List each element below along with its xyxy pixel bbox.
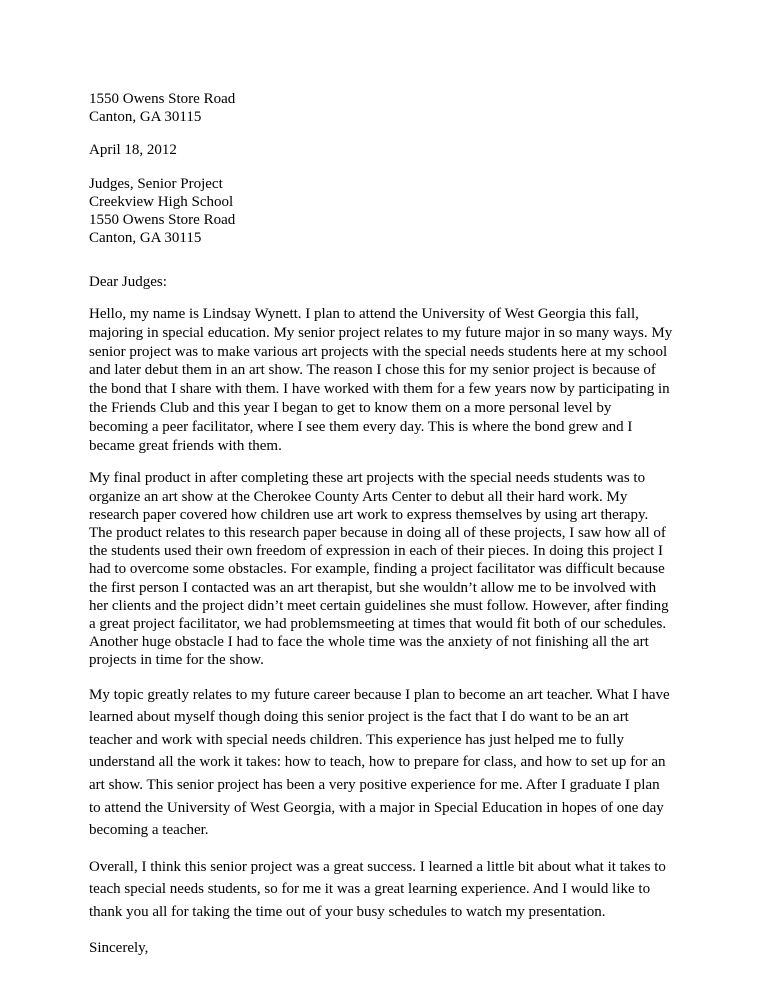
paragraph-line: majoring in special education. My senior project relates to my future major in so many ways. My (89, 324, 673, 341)
salutation-text: Dear Judges: (89, 274, 167, 290)
paragraph-final-product (89, 469, 689, 669)
paragraph-introduction (89, 305, 689, 455)
letter-date (89, 141, 689, 159)
paragraph-line: organize an art show at the Cherokee County Arts Center to debut all their hard work. My (89, 488, 628, 505)
paragraph-line: My topic greatly relates to my future career because I plan to become an art teacher. What I have (89, 686, 670, 703)
closing-text: Sincerely, (89, 939, 149, 956)
paragraph-line: her clients and the project didn’t meet certain guidelines she must follow. However, after finding (89, 597, 669, 614)
paragraph-line: a great project facilitator, we had problemsmeeting at times that would fit both of our schedules. (89, 616, 667, 632)
paragraph-conclusion (89, 856, 689, 924)
sender-city: Canton, GA 30115 (89, 109, 202, 125)
paragraph-line: understand all the work it takes: how to teach, how to prepare for class, and how to set up for an (89, 754, 666, 771)
letter-body (89, 90, 689, 957)
paragraph-line: the Friends Club and this year I began to get to know them on a more personal level by (89, 399, 612, 416)
sender-street: 1550 Owens Store Road (89, 91, 236, 107)
paragraph-line: Hello, my name is Lindsay Wynett. I plan to attend the University of West Georgia this fall, (89, 306, 639, 322)
paragraph-line: the first person I contacted was an art therapist, but she wouldn’t allow me to be involved with (89, 579, 657, 596)
paragraph-line: had to overcome some obstacles. For example, finding a project facilitator was difficult because (89, 561, 665, 578)
paragraph-line: became great friends with them. (89, 437, 282, 454)
paragraph-line: the students used their own freedom of expression in each of their pieces. In doing this project I (89, 543, 664, 560)
recipient-line: Judges, Senior Project (89, 176, 223, 192)
paragraph-line: becoming a peer facilitator, where I see them every day. This is where the bond grew and I (89, 418, 633, 435)
paragraph-line: the bond that I share with them. I have worked with them for a few years now by participating in (89, 381, 670, 398)
date-text: April 18, 2012 (89, 142, 177, 158)
paragraph-line: teacher and work with special needs children. This experience has just helped me to fully (89, 731, 624, 748)
salutation (89, 273, 689, 291)
closing (89, 939, 689, 957)
paragraph-line: Overall, I think this senior project was a great success. I learned a little bit about what it takes to (89, 858, 666, 875)
paragraph-line: learned about myself though doing this senior project is the fact that I do want to be an art (89, 709, 629, 726)
paragraph-career (89, 684, 689, 842)
paragraph-line: to attend the University of West Georgia, with a major in Special Education in hopes of one day (89, 799, 664, 816)
paragraph-line: art show. This senior project has been a very positive experience for me. After I graduate I plan (89, 776, 660, 793)
paragraph-line: becoming a teacher. (89, 822, 209, 839)
paragraph-line: senior project was to make various art projects with the special needs students here at my school (89, 343, 668, 360)
paragraph-line: thank you all for taking the time out of your busy schedules to watch my presentation. (89, 903, 606, 920)
recipient-line: Canton, GA 30115 (89, 230, 202, 246)
recipient-address (89, 175, 689, 247)
paragraph-line: projects in time for the show. (89, 652, 264, 669)
paragraph-line: teach special needs students, so for me it was a great learning experience. And I would like to (89, 881, 651, 898)
recipient-line: Creekview High School (89, 194, 234, 210)
sender-address (89, 90, 689, 126)
recipient-line: 1550 Owens Store Road (89, 212, 236, 228)
paragraph-line: The product relates to this research paper because in doing all of these projects, I saw how all of (89, 524, 666, 541)
paragraph-line: My final product in after completing these art projects with the special needs students was to (89, 470, 646, 487)
paragraph-line: and later debut them in an art show. The reason I chose this for my senior project is because of (89, 362, 656, 379)
paragraph-line: Another huge obstacle I had to face the whole time was the anxiety of not finishing all the art (89, 634, 649, 651)
paragraph-line: research paper covered how children use art work to express themselves by using art therapy. (89, 506, 649, 523)
